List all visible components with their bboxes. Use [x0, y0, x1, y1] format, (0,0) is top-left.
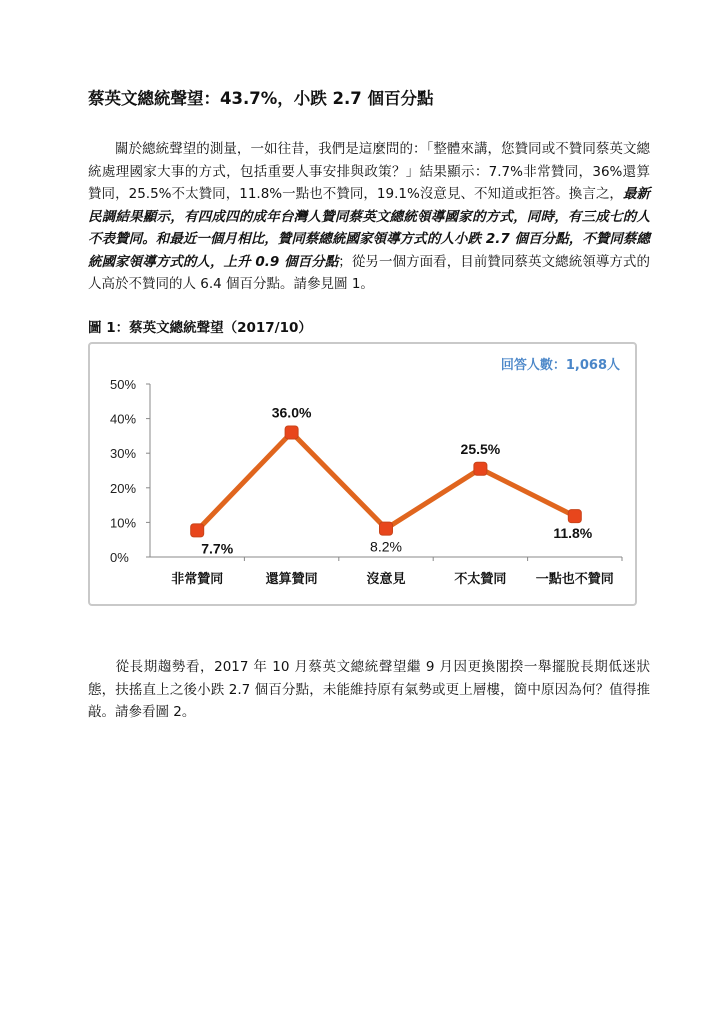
paragraph-approval-question [88, 138, 650, 296]
y-tick-label: 40% [110, 411, 137, 427]
data-label: 11.8% [553, 525, 593, 542]
page-heading: 蔡英文總統聲望：43.7%，小跌 2.7 個百分點 [88, 89, 434, 108]
approval-chart [88, 342, 637, 606]
data-point-marker [568, 510, 581, 523]
data-label: 25.5% [460, 440, 501, 457]
paragraph-text: 從長期趨勢看，2017 年 10 月蔡英文總統聲望繼 9 月因更換閣揆一舉擺脫長期低迷狀態，扶搖直上之後小跌 2.7 個百分點，未能維持原有氣勢或更上層樓，箇中原因為何？值得推敲。請參看圖 2。 [88, 659, 650, 720]
figure-caption: 圖 1：蔡英文總統聲望（2017/10） [88, 320, 312, 336]
x-category-label: 非常贊同 [171, 572, 224, 587]
emphasis-text: 最新民調結果顯示，有四成四的成年台灣人贊同蔡英文總統領導國家的方式，同時，有三成七的人不表贊同。和最近一個月相比，贊同蔡總統國家領導方式的人小跌 2.7 個百分點，不贊同蔡總統國家領導方式的人，上升 0.9 個百分點 [88, 186, 650, 270]
data-point-marker [474, 462, 487, 475]
x-category-label: 不太贊同 [454, 572, 507, 587]
x-category-label: 一點也不贊同 [535, 572, 614, 587]
data-label: 7.7% [201, 540, 234, 557]
paragraph-long-term-trend [88, 656, 650, 724]
y-tick-label: 20% [110, 480, 137, 496]
paragraph-text-continued: ；從另一個方面看，目前贊同蔡英文總統領導方式的人高於不贊同的人 6.4 個百分點。請參見圖 1。 [88, 253, 650, 292]
x-category-label: 沒意見 [366, 572, 406, 587]
data-point-marker [285, 426, 298, 439]
data-label: 36.0% [271, 404, 312, 421]
data-label: 8.2% [370, 538, 402, 555]
y-tick-label: 30% [110, 446, 137, 462]
paragraph-text: 關於總統聲望的測量，一如往昔，我們是這麼問的：「整體來講，您贊同或不贊同蔡英文總統處理國家大事的方式，包括重要人事安排與政策？」結果顯示：7.7%非常贊同，36%還算贊同，25.5%不太贊同，11.8%一點也不贊同，19.1%沒意見、不知道或拒答。換言之， [88, 141, 650, 202]
y-tick-label: 0% [110, 550, 129, 565]
data-point-marker [191, 524, 204, 537]
x-category-label: 還算贊同 [265, 572, 318, 587]
respondents-label: 回答人數：1,068人 [500, 358, 620, 373]
y-tick-label: 10% [110, 515, 137, 531]
y-tick-label: 50% [110, 377, 137, 392]
chart-svg [90, 344, 635, 604]
data-point-marker [380, 522, 393, 535]
series-line [197, 432, 575, 530]
